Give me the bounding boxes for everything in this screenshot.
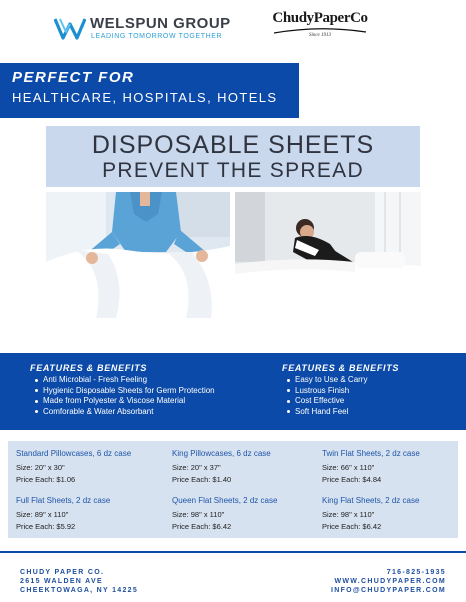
product-size: Size: 98" x 110" [322, 510, 375, 519]
list-item: Cost Effective [282, 396, 399, 407]
list-item: Anti Microbial - Fresh Feeling [30, 375, 215, 386]
chudy-name: ChudyPaperCo [272, 10, 368, 26]
welspun-name: WELSPUN GROUP [90, 15, 231, 32]
features-left-column [30, 363, 215, 417]
product-king-flat-sheets [322, 496, 466, 533]
features-left-title: FEATURES & BENEFITS [30, 363, 148, 373]
nurse-photo-illustration [46, 192, 230, 318]
product-queen-flat-sheets [172, 496, 322, 533]
housekeeper-making-bed-photo [235, 192, 421, 318]
list-item: Easy to Use & Carry [282, 375, 399, 386]
pricing-grid [8, 441, 458, 538]
banner-audiences: HEALTHCARE, HOSPITALS, HOTELS [12, 90, 278, 105]
list-item: Soft Hand Feel [282, 407, 399, 418]
welspun-tagline: LEADING TOMORROW TOGETHER [91, 33, 223, 40]
nurse-making-bed-photo [46, 192, 230, 318]
product-king-pillowcases [172, 449, 322, 486]
features-section [0, 353, 466, 430]
features-right-column [282, 363, 399, 417]
product-size: Size: 20" x 37" [172, 463, 221, 472]
features-right-title: FEATURES & BENEFITS [282, 363, 400, 373]
product-standard-pillowcases [16, 449, 166, 486]
housekeeper-photo-illustration [235, 192, 421, 318]
footer-contact [331, 568, 446, 595]
product-name: Twin Flat Sheets, 2 dz case [322, 449, 420, 458]
phone-number[interactable]: 716-825-1935 [386, 569, 446, 576]
product-name: Full Flat Sheets, 2 dz case [16, 496, 111, 505]
audience-banner [0, 63, 299, 118]
street-address: 2615 WALDEN AVE [20, 578, 103, 585]
title-box [46, 126, 420, 187]
list-item: Hygienic Disposable Sheets for Germ Protection [30, 386, 215, 397]
product-name: Queen Flat Sheets, 2 dz case [172, 496, 278, 505]
product-name: King Pillowcases, 6 dz case [172, 449, 271, 458]
product-twin-flat-sheets [322, 449, 466, 486]
list-item: Made from Polyester & Viscose Material [30, 396, 215, 407]
product-price: Price Each: $1.40 [172, 475, 232, 484]
chudy-logo [270, 10, 370, 50]
product-name: King Flat Sheets, 2 dz case [322, 496, 420, 505]
email-link[interactable]: INFO@CHUDYPAPER.COM [330, 587, 446, 594]
footer-divider [0, 551, 466, 553]
product-size: Size: 20" x 30" [16, 463, 65, 472]
welspun-logo [54, 14, 244, 44]
features-right-list [282, 375, 399, 417]
footer-address [20, 568, 138, 595]
list-item: Lustrous Finish [282, 386, 399, 397]
page-title: DISPOSABLE SHEETS [91, 131, 375, 159]
product-price: Price Each: $6.42 [322, 522, 382, 531]
chudy-since: Since 1913 [308, 33, 332, 38]
company-name: CHUDY PAPER CO. [20, 569, 105, 576]
product-full-flat-sheets [16, 496, 166, 533]
features-left-list [30, 375, 215, 417]
banner-heading: PERFECT FOR [12, 69, 135, 86]
product-price: Price Each: $4.84 [322, 475, 382, 484]
product-size: Size: 98" x 110" [172, 510, 225, 519]
page-subtitle: PREVENT THE SPREAD [102, 159, 364, 182]
product-size: Size: 89" x 110" [16, 510, 69, 519]
product-name: Standard Pillowcases, 6 dz case [16, 449, 132, 458]
product-price: Price Each: $1.06 [16, 475, 76, 484]
product-price: Price Each: $6.42 [172, 522, 232, 531]
list-item: Comforable & Water Absorbant [30, 407, 215, 418]
product-price: Price Each: $5.92 [16, 522, 76, 531]
website-link[interactable]: WWW.CHUDYPAPER.COM [334, 578, 446, 585]
welspun-mark-icon [54, 14, 86, 44]
product-size: Size: 66" x 110" [322, 463, 375, 472]
city-state-zip: CHEEKTOWAGA, NY 14225 [20, 587, 139, 594]
